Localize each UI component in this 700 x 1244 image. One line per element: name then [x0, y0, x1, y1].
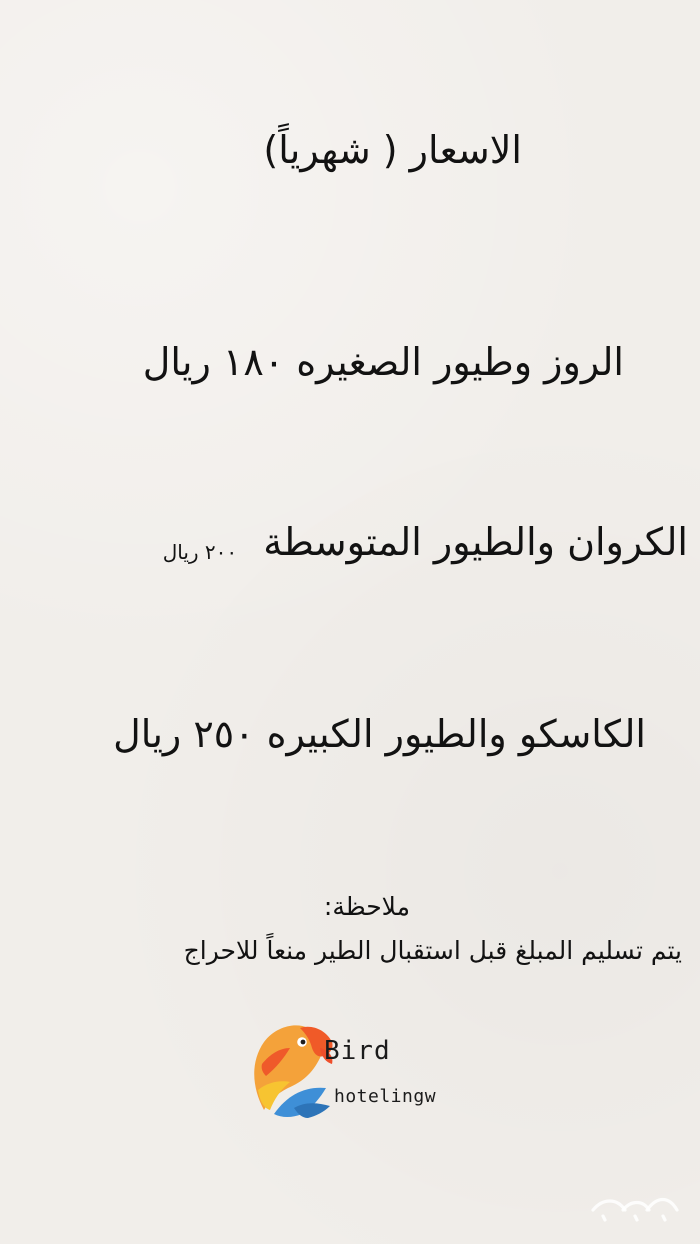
price-line-medium-main: الكروان والطيور المتوسطة [263, 520, 688, 564]
note-text: يتم تسليم المبلغ قبل استقبال الطير منعاً للاحراج [183, 936, 682, 965]
brand-logo [246, 1018, 486, 1128]
note-label: ملاحظة: [323, 892, 410, 921]
price-line-large-birds: الكاسكو والطيور الكبيره ٢٥٠ ريال [113, 712, 646, 756]
parrot-icon [246, 1018, 342, 1124]
logo-word-hotel: hotelingw [334, 1086, 437, 1107]
page-title: الاسعار ( شهرياً) [263, 128, 522, 172]
haraj-watermark-icon [587, 1180, 682, 1226]
logo-word-bird: Bird [324, 1036, 391, 1066]
price-line-medium-birds [163, 520, 688, 564]
price-line-medium-amount: ٢٠٠ ريال [162, 540, 238, 564]
price-line-small-birds: الروز وطيور الصغيره ١٨٠ ريال [142, 340, 624, 384]
